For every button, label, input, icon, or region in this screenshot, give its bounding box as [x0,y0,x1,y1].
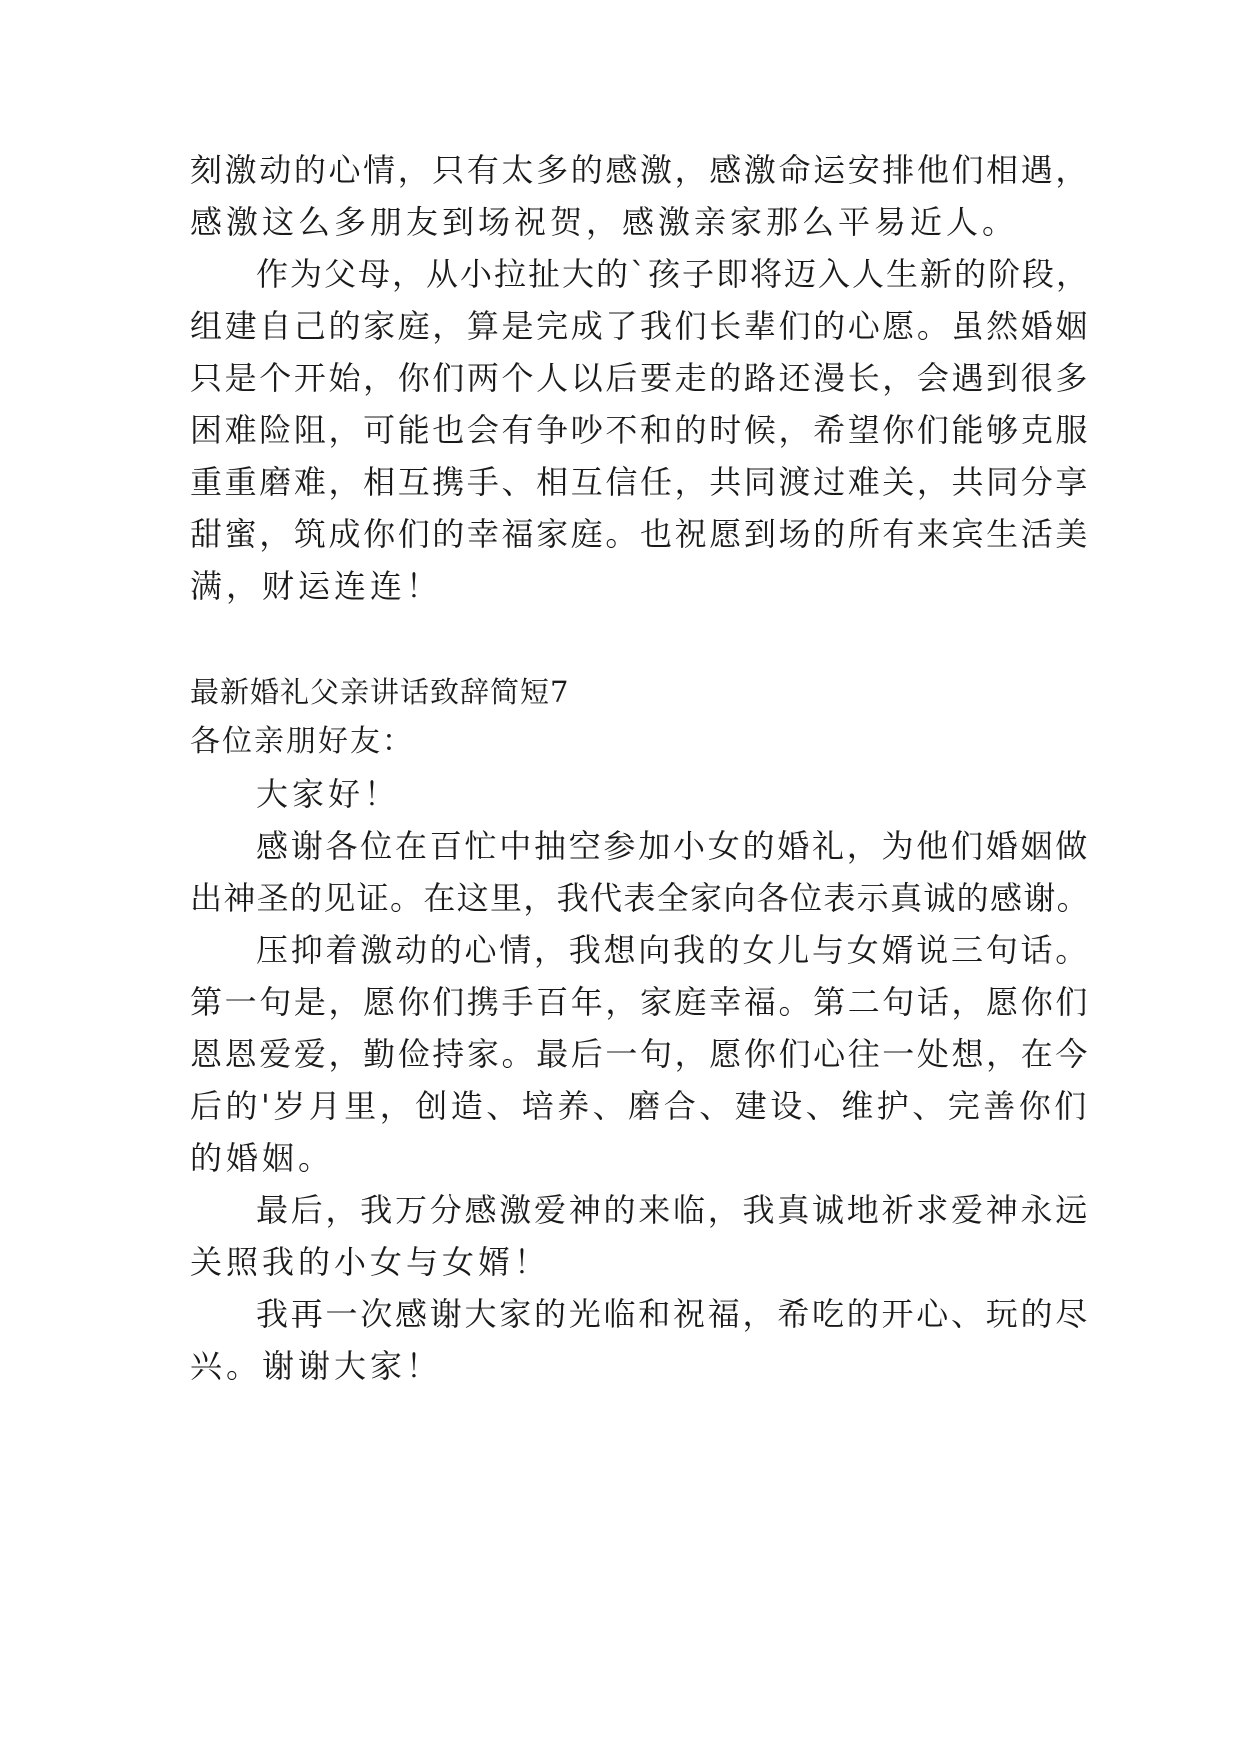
text-line: 困难险阻，可能也会有争吵不和的时候，希望你们能够克服 [190,411,1091,449]
text-line: 满，财运连连！ [190,567,443,605]
text-line: 甜蜜，筑成你们的幸福家庭。也祝愿到场的所有来宾生活美 [190,515,1091,553]
text-line: 我再一次感谢大家的光临和祝福，希吃的开心、玩的尽 [256,1295,1091,1333]
text-line: 第一句是，愿你们携手百年，家庭幸福。第二句话，愿你们 [190,983,1091,1021]
text-line: 只是个开始，你们两个人以后要走的路还漫长，会遇到很多 [190,359,1091,397]
text-line: 组建自己的家庭，算是完成了我们长辈们的心愿。虽然婚姻 [190,307,1091,345]
greeting: 大家好！ [256,775,401,813]
text-line: 兴。谢谢大家！ [190,1347,443,1385]
text-line: 感谢各位在百忙中抽空参加小女的婚礼，为他们婚姻做 [256,827,1091,865]
text-line: 关照我的小女与女婿！ [190,1243,551,1281]
text-line: 后的'岁月里，创造、培养、磨合、建设、维护、完善你们 [190,1087,1090,1125]
text-line: 重重磨难，相互携手、相互信任，共同渡过难关，共同分享 [190,463,1091,501]
text-line: 感激这么多朋友到场祝贺，感激亲家那么平易近人。 [190,203,1019,241]
salutation: 各位亲朋好友： [190,724,414,759]
text-line: 压抑着激动的心情，我想向我的女儿与女婿说三句话。 [256,931,1091,969]
text-line: 最后，我万分感激爱神的来临，我真诚地祈求爱神永远 [256,1191,1091,1229]
text-line: 出神圣的见证。在这里，我代表全家向各位表示真诚的感谢。 [190,879,1091,917]
text-line: 刻激动的心情，只有太多的感激，感激命运安排他们相遇， [190,151,1091,189]
text-line: 的婚姻。 [190,1139,335,1177]
text-line: 恩恩爱爱，勤俭持家。最后一句，愿你们心往一处想，在今 [190,1035,1091,1073]
text-line: 作为父母，从小拉扯大的`孩子即将迈入人生新的阶段， [256,255,1091,293]
section-title: 最新婚礼父亲讲话致辞简短7 [190,675,570,709]
